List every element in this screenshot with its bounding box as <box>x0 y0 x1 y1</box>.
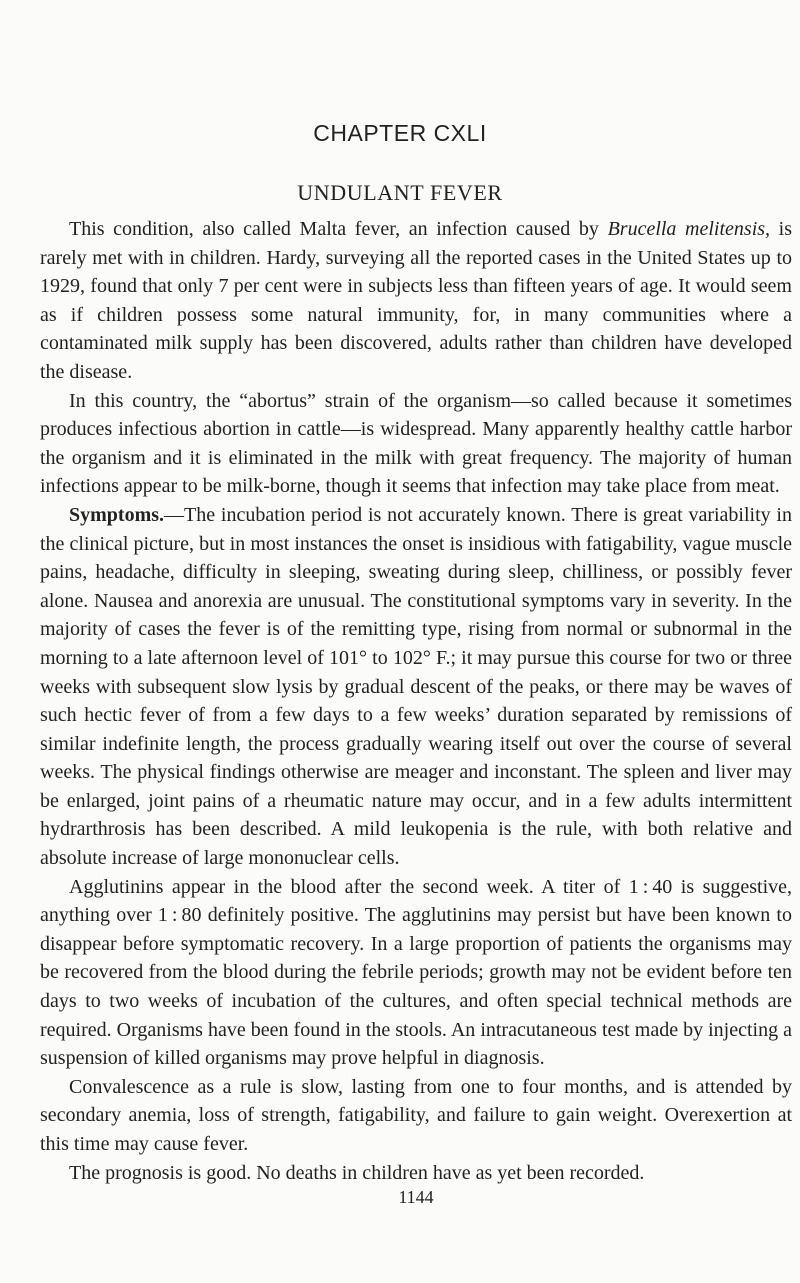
paragraph-text: —The incubation period is not accurately known. There is great variability in the clinical picture, but in most instances the onset is insidious with fatigability, vague muscle pains, headache, difficulty in sleeping, sweating during sleep, chilliness, or possibly fever alone. Nausea and anorexia are unusual. The constitutional symptoms vary in severity. In the majority of cases the fever is of the remitting type, rising from normal or subnormal in the morning to a late afternoon level of 101° to 102° F.; it may pursue this course for two or three weeks with subsequent slow lysis by gradual descent of the peaks, or there may be waves of such hectic fever of from a few days to a few weeks’ duration separated by remissions of similar indefinite length, the process gradually wearing itself out over the course of several weeks. The physical findings otherwise are meager and inconstant. The spleen and liver may be enlarged, joint pains of a rheumatic nature may occur, and in a few adults intermittent hydrarthrosis has been described. A mild leukopenia is the rule, with both relative and absolute increase of large mononuclear cells. <box>40 503 792 870</box>
body-text <box>40 215 792 1207</box>
species-name: Brucella melitensis, <box>607 218 771 240</box>
paragraph-text: This condition, also called Malta fever, an infection caused by <box>69 218 608 240</box>
paragraph-symptoms <box>40 501 792 873</box>
paragraph-prognosis: The prognosis is good. No deaths in children have as yet been recorded. <box>69 1161 645 1184</box>
paragraph-abortus-strain: In this country, the “abortus” strain of the organism—so called because it sometimes produces infectious abortion in cattle—is widespread. Many apparently healthy cattle harbor the organism and it is eliminated in the milk with great frequency. The majority of human infections appear to be milk-borne, though it seems that infection may take place from meat. <box>40 389 792 498</box>
paragraph-text: is rarely met with in children. Hardy, surveying all the reported cases in the United States up to 1929, found that only 7 per cent were in subjects less than fifteen years of age. It would seem as if children possess some natural immunity, for, in many communities where a contaminated milk supply has been discovered, adults rather than children have developed the disease. <box>40 218 793 383</box>
paragraph-intro <box>40 215 792 387</box>
symptoms-run-in-heading: Symptoms. <box>69 503 165 526</box>
chapter-heading: CHAPTER CXLI <box>313 120 487 146</box>
paragraph-agglutinins: Agglutinins appear in the blood after the second week. A titer of 1 : 40 is suggestive, anything over 1 : 80 definitely positive. The agglutinins may persist but have been known to disappear before symptomatic recovery. In a large proportion of patients the organisms may be recovered from the blood during the febrile periods; growth may not be evident before ten days to two weeks of incubation of the cultures, and often special technical methods are required. Organisms have been found in the stools. An intracutaneous test made by injecting a suspension of killed organisms may prove helpful in diagnosis. <box>40 875 792 1070</box>
page-number: 1144 <box>398 1187 434 1208</box>
chapter-title: UNDULANT FEVER <box>297 180 503 205</box>
paragraph-convalescence: Convalescence as a rule is slow, lasting from one to four months, and is attended by secondary anemia, loss of strength, fatigability, and failure to gain weight. Overexertion at this time may cause fever. <box>40 1075 792 1155</box>
